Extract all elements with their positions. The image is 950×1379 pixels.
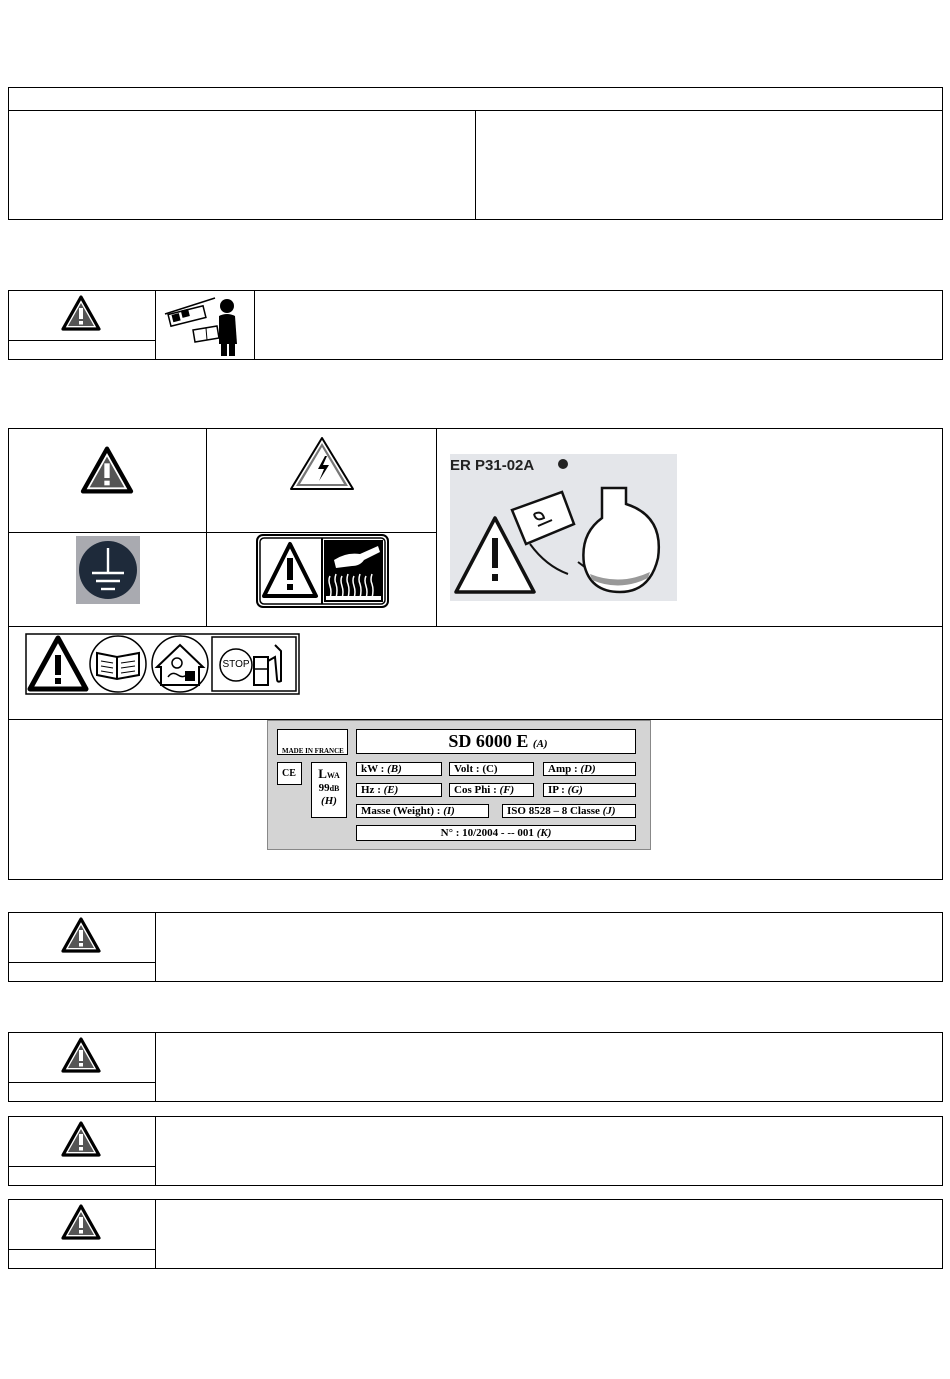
divider (155, 290, 156, 360)
masse-ref: (I) (443, 805, 455, 817)
model-field (356, 729, 636, 754)
made-in-field: MADE IN FRANCE (277, 729, 348, 755)
model-name: SD 6000 E (448, 731, 529, 751)
warning-triangle-icon (61, 1121, 101, 1157)
divider (436, 428, 437, 626)
divider (8, 340, 155, 341)
warning-triangle-icon (61, 295, 101, 331)
serial-field (356, 825, 636, 841)
divider (8, 1249, 155, 1250)
kw-ref: (B) (387, 763, 402, 775)
kw-field (356, 762, 442, 776)
warning-table-4 (8, 1199, 943, 1269)
ip-ref: (G) (567, 784, 583, 796)
warning-table-1 (8, 912, 943, 982)
lwa-main: L (318, 766, 327, 781)
oil-label-code: ER P31-02A (450, 457, 535, 474)
masse-field (356, 804, 489, 818)
iso-label: ISO 8528 – 8 Classe (507, 805, 603, 817)
model-ref: (A) (532, 738, 548, 750)
warning-triangle-icon (61, 1037, 101, 1073)
masse-label: Masse (Weight) : (361, 805, 444, 817)
divider (8, 532, 436, 533)
table-top-column-divider (475, 110, 476, 220)
hz-field (356, 783, 442, 797)
warning-triangle-icon (61, 1204, 101, 1240)
warning-triangle-icon (61, 917, 101, 953)
safety-symbol-strip (25, 633, 300, 695)
divider (155, 912, 156, 982)
kw-label: kW : (361, 763, 388, 775)
nameplate (267, 720, 651, 850)
ground-symbol-icon (76, 536, 140, 604)
serial-ref: (K) (536, 827, 552, 839)
volt-field: Volt : (C) (449, 762, 534, 776)
serial-label: N° : 10/2004 - -- 001 (440, 827, 537, 839)
manual-warning-table (8, 290, 943, 360)
amp-ref: (D) (580, 763, 596, 775)
iso-field (502, 804, 636, 818)
divider (8, 1082, 155, 1083)
oil-label-dot (558, 459, 568, 469)
hz-label: Hz : (361, 784, 384, 796)
divider (155, 1032, 156, 1102)
ce-mark: CE (277, 762, 302, 785)
divider (254, 290, 255, 360)
operator-reading-manual-icon (163, 292, 249, 358)
divider (8, 962, 155, 963)
warning-table-2 (8, 1032, 943, 1102)
divider (155, 1116, 156, 1186)
divider (8, 1166, 155, 1167)
divider (8, 626, 943, 627)
warning-table-3 (8, 1116, 943, 1186)
ip-field (543, 783, 636, 797)
lwa-sub: WA (326, 771, 340, 780)
divider (155, 1199, 156, 1269)
cosphi-field (449, 783, 534, 797)
cosphi-label: Cos Phi : (454, 784, 500, 796)
amp-field (543, 762, 636, 776)
electric-hazard-icon (289, 436, 355, 491)
lwa-unit: dB (329, 784, 340, 793)
amp-label: Amp : (548, 763, 581, 775)
lwa-value: 99 (318, 782, 330, 794)
hot-surface-warning-icon (256, 534, 389, 608)
divider (206, 428, 207, 626)
hz-ref: (E) (383, 784, 399, 796)
lwa-field (311, 762, 347, 818)
warning-triangle-icon (79, 446, 135, 494)
iso-ref: (J) (602, 805, 616, 817)
oil-level-check-icon (450, 454, 677, 601)
stop-label: STOP (222, 659, 250, 670)
ip-label: IP : (548, 784, 568, 796)
cosphi-ref: (F) (499, 784, 515, 796)
lwa-ref: (H) (321, 795, 337, 807)
